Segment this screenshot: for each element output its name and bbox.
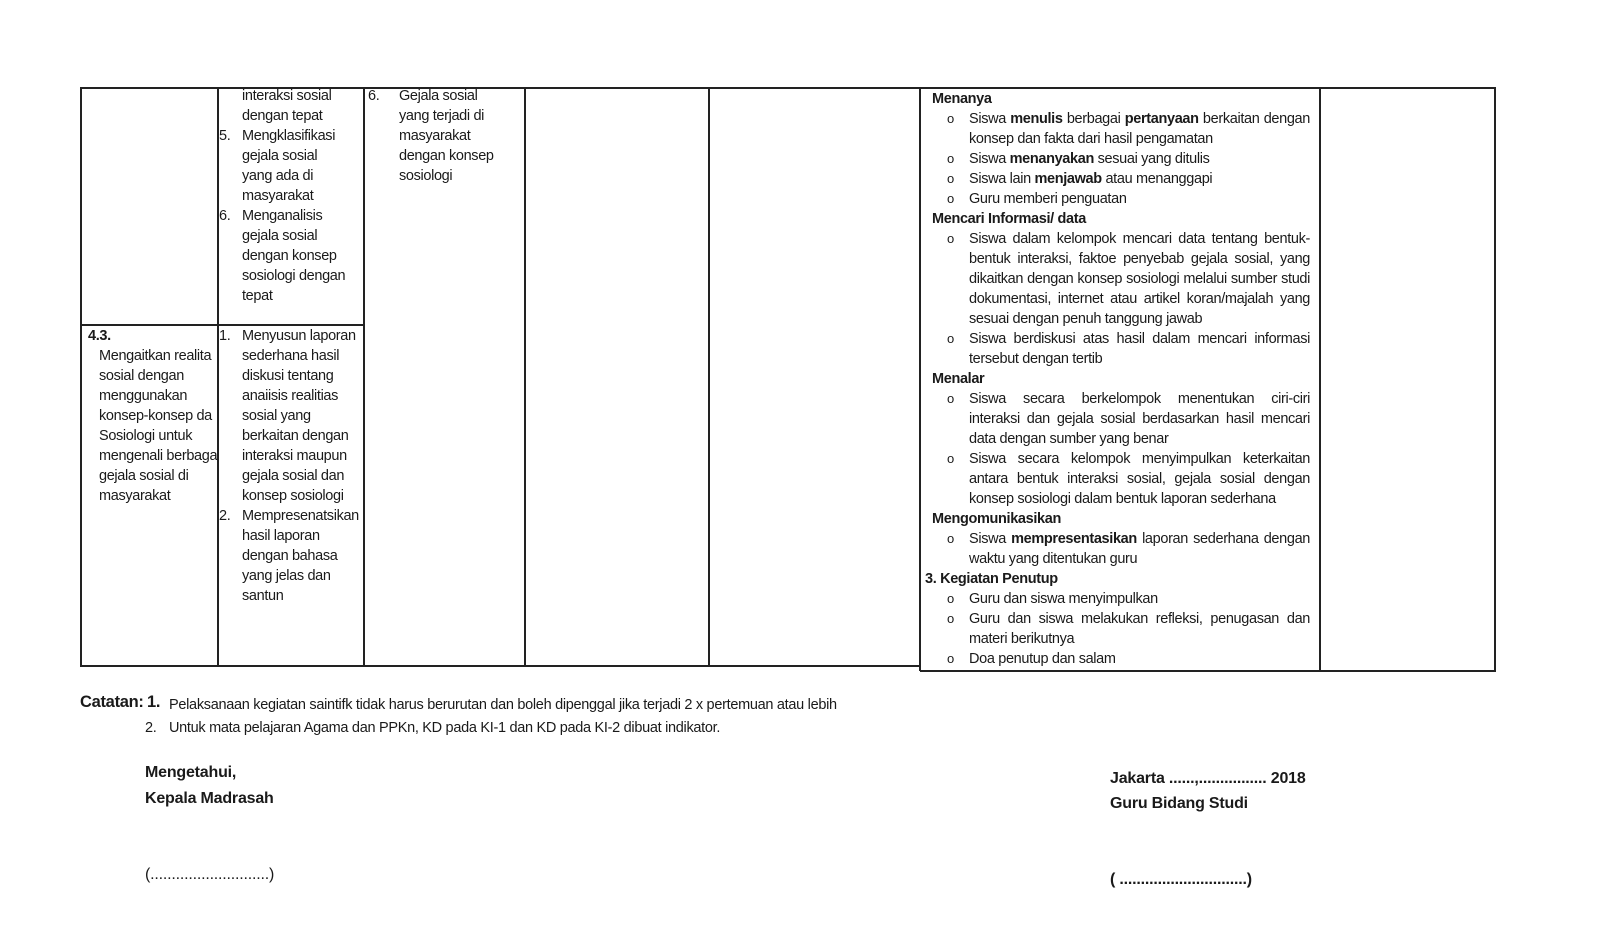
kd-line: mengenali berbaga [99, 448, 217, 464]
activity-heading: Menalar [932, 371, 985, 387]
bullet-icon: o [947, 651, 954, 666]
section-heading: 3. Kegiatan Penutup [925, 571, 1058, 587]
material-line: yang terjadi di [399, 108, 485, 124]
activity-keyword: mempresentasikan [1011, 531, 1137, 547]
indicator-line: yang jelas dan [242, 568, 331, 584]
material-cell [368, 86, 524, 186]
activity-text: Siswa [969, 531, 1012, 547]
activity-heading: Mengomunikasikan [932, 511, 1061, 527]
indicator-line: yang ada di [242, 168, 314, 184]
activity-text: atau menanggapi [1101, 171, 1213, 187]
indicator-line: dengan konsep [242, 248, 337, 264]
indicator-line: sederhana hasil [242, 348, 340, 364]
indicator-item [219, 506, 364, 606]
place-date: Jakarta ......,................ 2018 [1110, 770, 1306, 787]
indicator-line: konsep sosiologi [242, 488, 344, 504]
activity-item [925, 589, 1310, 609]
activity-item [925, 189, 1310, 209]
activity-text: Guru dan siswa menyimpulkan [969, 591, 1158, 607]
activity-text: Siswa dalam kelompok mencari data tentang bentuk-bentuk interaksi, faktoe penyebab gejala sosial, yang dikaitkan dengan konsep sosiologi melalui sumber studi dokumentasi, internet atau artikel koran/majalah yang sesuai dengan penuh tanggung jawab [969, 231, 1310, 327]
activity-text: Guru memberi penguatan [969, 191, 1127, 207]
indicator-cell-bottom [219, 326, 364, 606]
kd-line: masyarakat [99, 488, 171, 504]
activity-text: Siswa berdiskusi atas hasil dalam mencari informasi tersebut dengan tertib [969, 331, 1310, 367]
indicator-cell-top [219, 86, 364, 306]
activity-keyword: menulis [1010, 111, 1063, 127]
activity-text: laporan sederhana dengan waktu yang ditentukan guru [969, 531, 1310, 567]
principal-title: Kepala Madrasah [145, 790, 274, 807]
bullet-icon: o [947, 151, 954, 166]
kd-line: konsep-konsep da [99, 408, 212, 424]
notes-label: Catatan: [80, 693, 144, 711]
material-line: masyarakat [399, 128, 471, 144]
material-line: sosiologi [399, 168, 453, 184]
activity-text: Siswa lain [969, 171, 1035, 187]
activity-item [925, 529, 1310, 569]
indicator-line: gejala sosial [242, 228, 318, 244]
indicator-item [219, 126, 364, 206]
material-number: 6. [368, 88, 380, 104]
table-bottom-border [80, 665, 920, 667]
activity-text: berbagai [1062, 111, 1125, 127]
kd-line: sosial dengan [99, 368, 184, 384]
kd-line: Mengaitkan realita [99, 348, 212, 364]
indicator-number: 5. [219, 128, 231, 144]
acknowledged-label: Mengetahui, [145, 764, 237, 781]
bullet-icon: o [947, 191, 954, 206]
col-border [524, 87, 526, 666]
activity-text: sesuai yang ditulis [1093, 151, 1210, 167]
activity-text: Doa penutup dan salam [969, 651, 1116, 667]
material-line: dengan konsep [399, 148, 494, 164]
kd-line: Sosiologi untuk [99, 428, 193, 444]
note-number: 1. [147, 693, 161, 711]
activity-heading: Menanya [932, 91, 992, 107]
activity-keyword: menanyakan [1009, 151, 1094, 167]
indicator-line: sosial yang [242, 408, 311, 424]
learning-activities [925, 89, 1310, 669]
indicator-line: tepat [242, 288, 273, 304]
indicator-line: anaiisis realitias [242, 388, 339, 404]
indicator-line: sosiologi dengan [242, 268, 346, 284]
indicator-line: Mempresenatsikan [242, 508, 359, 524]
indicator-line: interaksi maupun [242, 448, 347, 464]
kd-code: 4.3. [88, 328, 111, 344]
note-text: Untuk mata pelajaran Agama dan PPKn, KD pada KI-1 dan KD pada KI-2 dibuat indikator. [169, 720, 721, 736]
activity-text: Siswa [969, 111, 1011, 127]
kd-cell [88, 326, 217, 506]
activity-item [925, 609, 1310, 649]
teacher-name-blank: ( ..............................) [1110, 871, 1252, 888]
activity-item [925, 449, 1310, 509]
indicator-line: Menyusun laporan [242, 328, 356, 344]
bullet-icon: o [947, 331, 954, 346]
activity-item [925, 229, 1310, 329]
indicator-line: gejala sosial [242, 148, 318, 164]
note-text: Pelaksanaan kegiatan saintifk tidak harus berurutan dan boleh dipenggal jika terjadi 2 x pertemuan atau lebih [169, 697, 837, 713]
indicator-line: diskusi tentang [242, 368, 334, 384]
activity-text: Guru dan siswa melakukan refleksi, penugasan dan materi berikutnya [969, 611, 1310, 647]
note-number: 2. [145, 720, 157, 736]
activity-item [925, 109, 1310, 149]
indicator-line: interaksi sosial [242, 88, 332, 104]
indicator-item [219, 326, 364, 506]
activity-text: berkaitan dengan konsep dan fakta dari hasil pengamatan [969, 111, 1310, 147]
kd-line: gejala sosial di [99, 468, 189, 484]
col-border [708, 87, 710, 666]
col-border [1319, 87, 1321, 671]
indicator-item [219, 206, 364, 306]
bullet-icon: o [947, 111, 954, 126]
bullet-icon: o [947, 231, 954, 246]
indicator-line: berkaitan dengan [242, 428, 349, 444]
col-border [919, 87, 921, 671]
indicator-line: hasil laporan [242, 528, 320, 544]
activity-item [925, 649, 1310, 669]
indicator-line: gejala sosial dan [242, 468, 345, 484]
activity-text: Siswa [969, 151, 1010, 167]
bullet-icon: o [947, 611, 954, 626]
kd-line: menggunakan [99, 388, 188, 404]
col-border [80, 87, 82, 666]
indicator-number: 1. [219, 328, 231, 344]
activity-heading: Mencari Informasi/ data [932, 211, 1086, 227]
activity-item [925, 329, 1310, 369]
bullet-icon: o [947, 171, 954, 186]
indicator-line: dengan tepat [242, 108, 323, 124]
col-border [1494, 87, 1496, 671]
activity-keyword: pertanyaan [1124, 111, 1199, 127]
indicator-line: dengan bahasa [242, 548, 338, 564]
principal-name-blank: (............................) [145, 866, 275, 883]
activity-item [925, 169, 1310, 189]
indicator-number: 6. [219, 208, 231, 224]
material-line: Gejala sosial [399, 88, 478, 104]
teacher-title: Guru Bidang Studi [1110, 795, 1248, 812]
bullet-icon: o [947, 531, 954, 546]
indicator-line: Menganalisis [242, 208, 323, 224]
indicator-line: santun [242, 588, 284, 604]
activity-text: Siswa secara kelompok menyimpulkan keterkaitan antara bentuk interaksi sosial, gejala sosial dengan konsep sosiologi dalam bentuk laporan sederhana [969, 451, 1310, 507]
activity-text: Siswa secara berkelompok menentukan ciri-ciri interaksi dan gejala sosial berdasarkan hasil mencari data dengan sumber yang benar [969, 391, 1310, 447]
bullet-icon: o [947, 391, 954, 406]
bullet-icon: o [947, 591, 954, 606]
bullet-icon: o [947, 451, 954, 466]
activity-item [925, 149, 1310, 169]
activity-keyword: menjawab [1034, 171, 1102, 187]
indicator-number: 2. [219, 508, 231, 524]
table-bottom-border-right [920, 670, 1496, 672]
indicator-line: masyarakat [242, 188, 314, 204]
activity-item [925, 389, 1310, 449]
indicator-line: Mengklasifikasi [242, 128, 336, 144]
